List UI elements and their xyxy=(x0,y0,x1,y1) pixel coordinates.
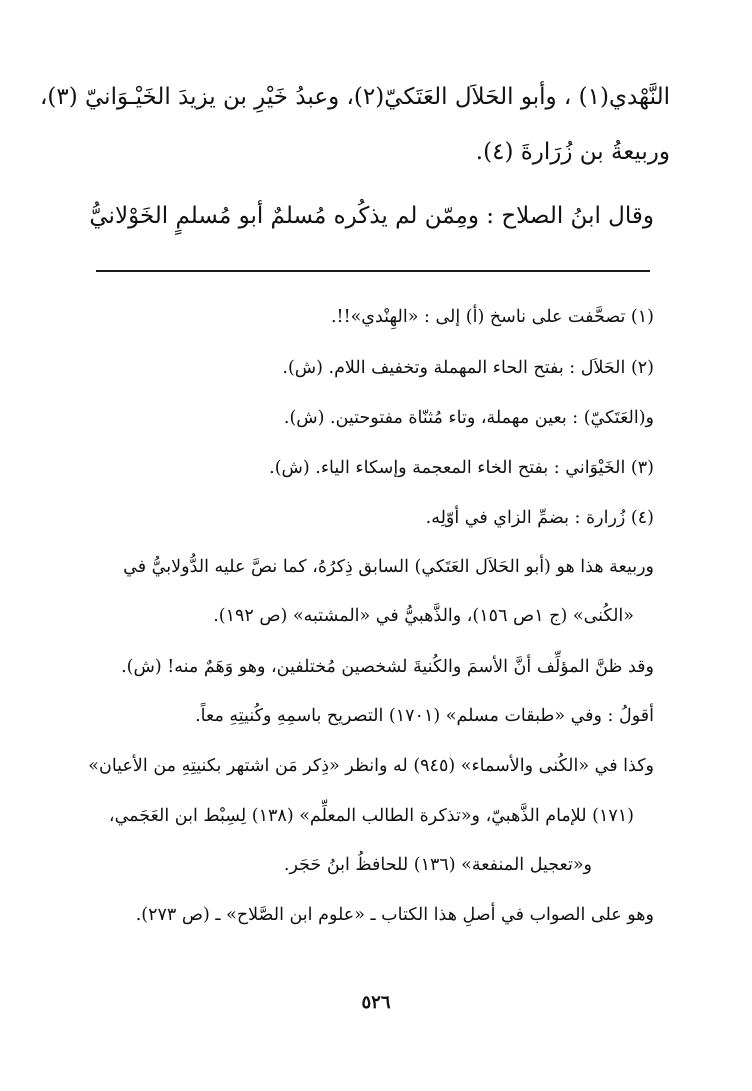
footnote-separator xyxy=(96,270,650,272)
footnote-4-line-7: (١٧١) للإمام الذَّهبيّ، و«تذكرة الطالب المعلِّم» (١٣٨) لِسِبْط ابن العَجَمي، xyxy=(108,806,634,826)
footnote-2: (٢) الحَلاَل : بفتح الحاء المهملة وتخفيف اللام. (ش). xyxy=(282,358,654,378)
footnote-4-line-3: «الكُنى» (ج ١ص ١٥٦)، والذَّهبيُّ في «المشتبه» (ص ١٩٢). xyxy=(213,606,634,626)
main-text-line-2: وربيعةُ بن زُرَارةَ (٤). xyxy=(475,139,670,165)
footnote-4-line-2: وربيعة هذا هو (أبو الحَلاَل العَتَكي) السابق ذِكرُهُ، كما نصَّ عليه الدُّولابيُّ في xyxy=(123,557,654,577)
footnote-4-line-9: وهو على الصواب في أصلِ هذا الكتاب ـ «علوم ابن الصَّلاح» ـ (ص ٢٧٣). xyxy=(135,905,654,925)
main-text-line-3: وقال ابنُ الصلاح : ومِمّن لم يذكُره مُسلمٌ أبو مُسلمٍ الخَوْلانيُّ xyxy=(89,203,654,229)
footnote-4: (٤) زُرارة : بضمِّ الزاي في أوّلِه. xyxy=(425,508,654,528)
footnote-4-line-6: وكذا في «الكُنى والأسماء» (٩٤٥) له وانظر «ذِكر مَن اشتهر بكنيتِهِ من الأعيان» xyxy=(88,756,654,776)
footnote-4-line-5: أقولُ : وفي «طبقات مسلم» (١٧٠١) التصريح باسمِهِ وكُنيتِهِ معاً. xyxy=(195,706,654,726)
footnote-4-line-8: و«تعجيل المنفعة» (١٣٦) للحافظُ ابنُ حَجَر. xyxy=(283,855,592,875)
footnote-3: (٣) الخَيْوَاني : بفتح الخاء المعجمة وإسكاء الياء. (ش). xyxy=(269,458,654,478)
page-number: ٥٢٦ xyxy=(361,992,391,1013)
footnote-1: (١) تصحَّفت على ناسخ (أ) إلى : «الهِنْدي»!!. xyxy=(330,307,654,327)
footnote-2-continued: و(العَتَكيّ) : بعين مهملة، وتاء مُثنّاة مفتوحتين. (ش). xyxy=(283,408,654,428)
footnote-4-line-4: وقد ظنَّ المؤلِّف أنَّ الأسمَ والكُنيةَ لشخصين مُختلفين، وهو وَهَمٌ منه! (ش). xyxy=(121,657,654,677)
main-text-line-1: النَّهْدي(١) ، وأبو الحَلاَل العَتَكيّ(٢)، وعبدُ خَيْرِ بن يزيدَ الخَيْـوَانيّ (٣)، xyxy=(39,84,670,110)
